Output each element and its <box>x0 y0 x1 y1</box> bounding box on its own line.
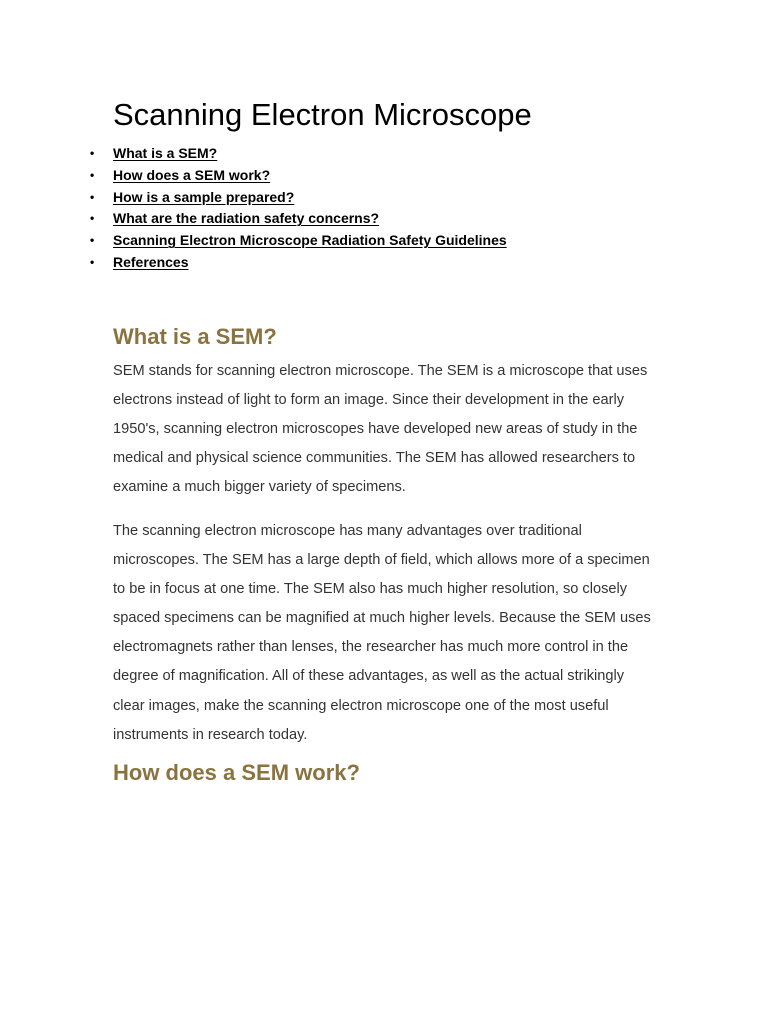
bullet-icon: • <box>90 211 95 226</box>
toc-link-radiation-concerns[interactable]: What are the radiation safety concerns? <box>113 210 380 227</box>
bullet-icon: • <box>90 189 95 204</box>
toc-item <box>90 143 507 165</box>
bullet-icon: • <box>90 233 95 248</box>
toc-item <box>90 187 507 209</box>
toc-link-safety-guidelines[interactable]: Scanning Electron Microscope Radiation Safety Guidelines <box>113 232 507 249</box>
paragraph-sem-definition: SEM stands for scanning electron microscope. The SEM is a microscope that uses electrons instead of light to form an image. Since their development in the early 1950's, scanning electron microscopes have developed new areas of study in the medical and physical science communities. The SEM has allowed researchers to examine a much bigger variety of specimens. <box>113 363 648 496</box>
bullet-icon: • <box>90 146 95 160</box>
table-of-contents <box>90 143 507 274</box>
toc-link-what-is-sem[interactable]: What is a SEM? <box>113 145 218 161</box>
toc-item <box>90 230 507 252</box>
toc-item <box>90 165 507 187</box>
toc-link-how-sem-works[interactable]: How does a SEM work? <box>113 166 271 183</box>
toc-item <box>90 252 507 274</box>
paragraph-sem-advantages: The scanning electron microscope has many advantages over traditional microscopes. The SEM has a large depth of field, which allows more of a specimen to be in focus at one time. The SEM also has much higher resolution, so closely spaced specimens can be magnified at much higher levels. Because the SEM uses electromagnets rather than lenses, the researcher has much more control in the degree of magnification. All of these advantages, as well as the actual strikingly clear images, make the scanning electron microscope one of the most useful instruments in research today. <box>113 523 651 743</box>
bullet-icon: • <box>90 167 95 182</box>
toc-link-sample-prepared[interactable]: How is a sample prepared? <box>113 188 295 205</box>
section-heading-how-sem-works: How does a SEM work? <box>113 760 360 785</box>
toc-item <box>90 208 507 230</box>
toc-link-references[interactable]: References <box>113 253 189 270</box>
page-title: Scanning Electron Microscope <box>113 97 532 132</box>
bullet-icon: • <box>90 254 95 269</box>
section-heading-what-is-sem: What is a SEM? <box>113 324 277 349</box>
